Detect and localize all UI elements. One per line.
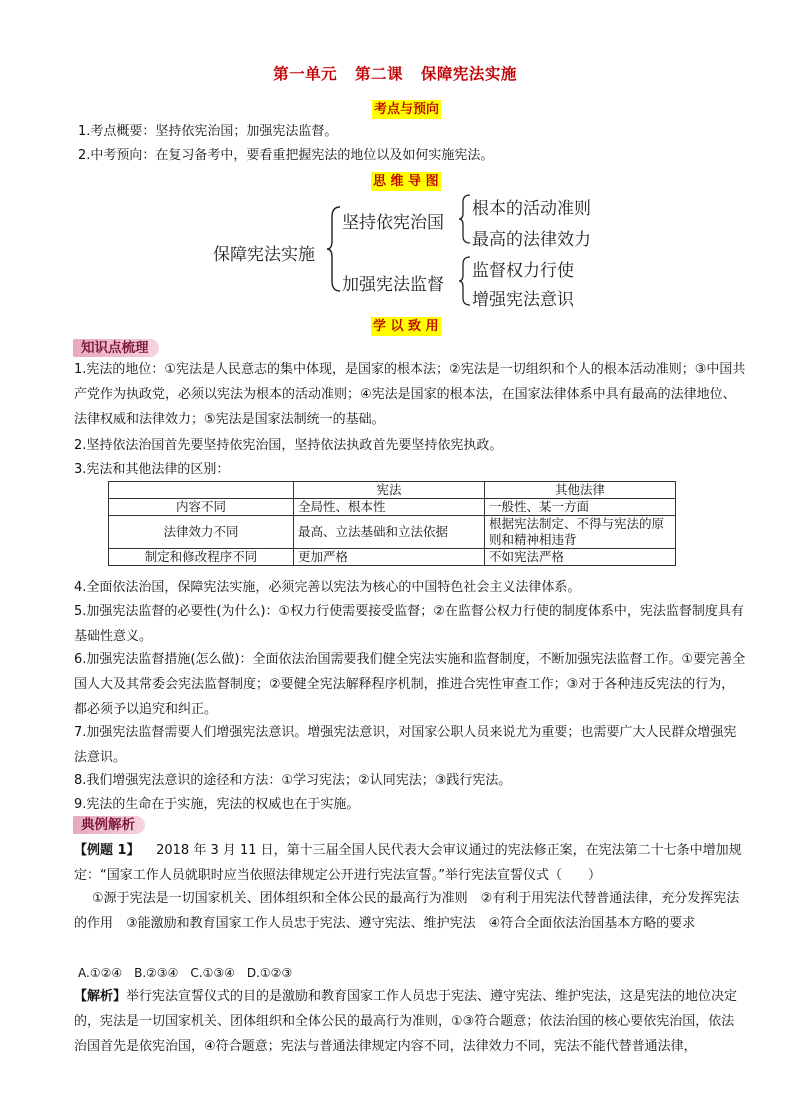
point-7: 7.加强宪法监督需要人们增强宪法意识。增强宪法意识，对国家公职人员来说尤为重要；也需要广大人民群众增强宪法意识。 [74, 725, 737, 765]
point-2: 2.坚持依法治国首先要坚持依宪治国，坚持依法执政首先要坚持依宪执政。 [74, 438, 503, 453]
mindmap-brace-root [326, 205, 342, 293]
table-cell: 制定和修改程序不同 [109, 549, 294, 566]
point-4: 4.全面依法治国，保障宪法实施，必须完善以宪法为核心的中国特色社会主义法律体系。 [74, 580, 581, 595]
example-items: ①源于宪法是一切国家机关、团体组织和全体公民的最高行为准则 ②有利于用宪法代替普通法律，充分发挥宪法的作用 ③能激励和教育国家工作人员忠于宪法、遵守宪法、维护宪法 ④符合全面依法治国基本方略的要求 [74, 891, 740, 931]
table-cell: 内容不同 [109, 499, 294, 516]
table-cell: 一般性、某一方面 [485, 499, 676, 516]
mindmap-brace-2 [458, 255, 472, 307]
section-zhishi-badge: 知识点梳理 [73, 339, 159, 357]
point-6: 6.加强宪法监督措施(怎么做)：全面依法治国需要我们健全宪法实施和监督制度，不断加强宪法监督工作。①要完善全国人大及其常委会宪法监督制度；②要健全宪法解释程序机制，推进合宪性审查工作；③对于各种违反宪法的行为，都必须予以追究和纠正。 [74, 652, 746, 717]
mindmap-branch-1: 坚持依宪治国 [342, 213, 444, 233]
example-options: A.①②④ B.②③④ C.①③④ D.①②③ [78, 966, 293, 980]
example-stem-text: 2018 年 3 月 11 日，第十三届全国人民代表大会审议通过的宪法修正案，在宪法第二十七条中增加规定：“国家工作人员就职时应当依照法律规定公开进行宪法宣誓。”举行宪法宣誓仪式（ ） [74, 843, 742, 883]
section-dianli-badge: 典例解析 [73, 816, 145, 834]
analysis-tag: 【解析】 [74, 989, 127, 1004]
intro-line-2: 2.中考预向：在复习备考中，要看重把握宪法的地位以及如何实施宪法。 [78, 148, 494, 163]
mindmap-branch-2: 加强宪法监督 [342, 275, 444, 295]
table-row [109, 549, 676, 566]
page-title [0, 62, 790, 84]
table-cell: 法律效力不同 [109, 516, 294, 549]
table-cell: 更加严格 [294, 549, 485, 566]
point-5: 5.加强宪法监督的必要性(为什么)：①权力行使需要接受监督；②在监督公权力行使的制度体系中，宪法监督制度具有基础性意义。 [74, 604, 744, 644]
intro-line-1: 1.考点概要：坚持依宪治国；加强宪法监督。 [78, 124, 338, 139]
analysis-text: 举行宪法宣誓仪式的目的是激励和教育国家工作人员忠于宪法、遵守宪法、维护宪法，这是宪法的地位决定的，宪法是一切国家机关、团体组织和全体公民的最高行为准则，①③符合题意；依法治国的核心要依宪治国，依法治国首先是依宪治国，④符合题意；宪法与普通法律规定内容不同，法律效力不同，宪法不能代替普通法律， [74, 989, 738, 1054]
point-9: 9.宪法的生命在于实施，宪法的权威也在于实施。 [74, 797, 360, 812]
mindmap-leaf-1a: 根本的活动准则 [472, 199, 591, 219]
point-1: 1.宪法的地位：①宪法是人民意志的集中体现，是国家的根本法；②宪法是一切组织和个人的根本活动准则；③中国共产党作为执政党，必须以宪法为根本的活动准则；④宪法是国家的根本法，在国家法律体系中具有最高的法律地位、法律权威和法律效力；⑤宪法是国家法制统一的基础。 [74, 362, 746, 427]
title-lesson: 第二课 [354, 64, 403, 83]
mindmap-leaf-2a: 监督权力行使 [472, 261, 574, 281]
table-row [109, 516, 676, 549]
table-header-cell: 宪法 [294, 482, 485, 499]
table-cell: 不如宪法严格 [485, 549, 676, 566]
mindmap-brace-1 [458, 193, 472, 245]
mindmap-leaf-2b: 增强宪法意识 [472, 290, 574, 310]
section-siwei: 思 维 导 图 [373, 174, 439, 189]
title-topic: 保障宪法实施 [420, 64, 517, 83]
table-header-cell: 其他法律 [485, 482, 676, 499]
table-row [109, 499, 676, 516]
mindmap-leaf-1b: 最高的法律效力 [472, 230, 591, 250]
example-tag: 【例题 1】 [74, 843, 140, 858]
example-stem [74, 838, 746, 888]
table-cell: 根据宪法制定、不得与宪法的原则和精神相违背 [485, 516, 676, 549]
table-cell: 最高、立法基础和立法依据 [294, 516, 485, 549]
section-kaodian: 考点与预向 [374, 102, 440, 117]
point-3: 3.宪法和其他法律的区别： [74, 462, 230, 477]
point-8: 8.我们增强宪法意识的途径和方法：①学习宪法；②认同宪法；③践行宪法。 [74, 773, 512, 788]
table-cell: 全局性、根本性 [294, 499, 485, 516]
table-header-cell [109, 482, 294, 499]
title-unit: 第一单元 [273, 64, 338, 83]
table-header-row [109, 482, 676, 499]
comparison-table [108, 481, 676, 566]
section-xueyi: 学 以 致 用 [373, 319, 439, 334]
mindmap-root: 保障宪法实施 [213, 245, 315, 265]
example-analysis [74, 984, 746, 1059]
